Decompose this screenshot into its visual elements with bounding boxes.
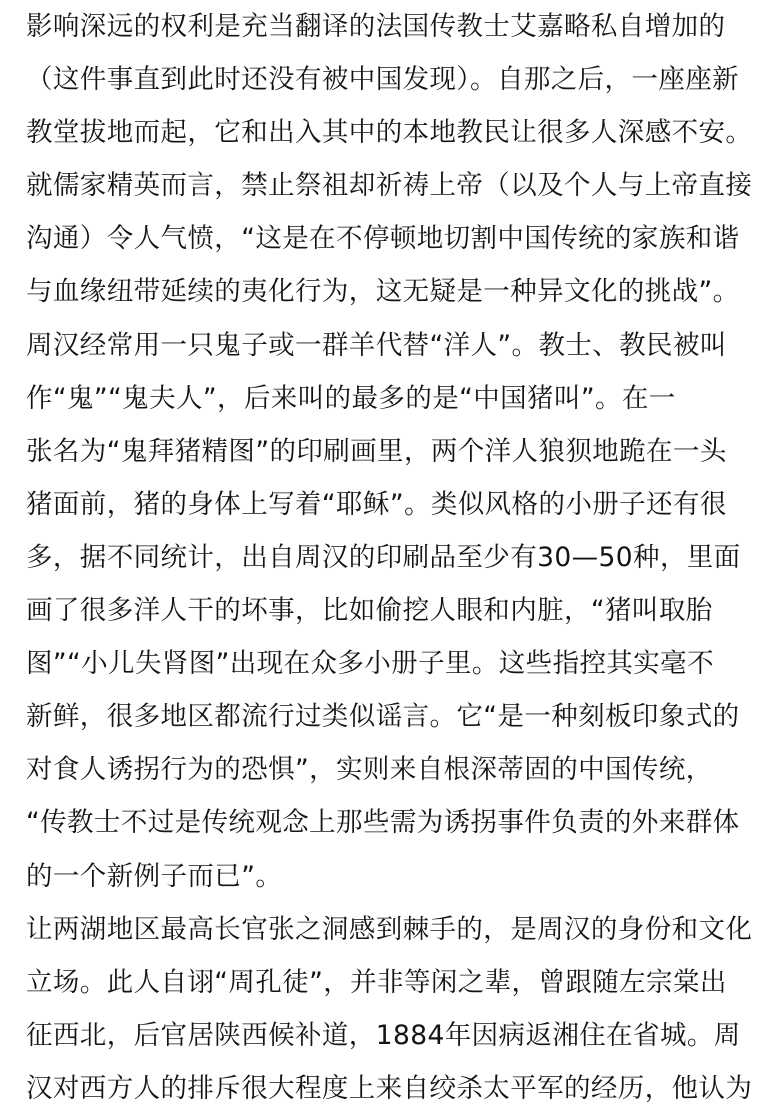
text-line-4: 就儒家精英而言，禁止祭祖却祈祷上帝（以及个人与上帝直接 (26, 170, 753, 202)
text-line-8: 作“鬼”“鬼夫人”，后来叫的最多的是“中国猪叫”。在一 (26, 382, 676, 414)
text-line-5: 沟通）令人气愤，“这是在不停顿地切割中国传统的家族和谐 (26, 223, 740, 255)
text-line-18: 让两湖地区最高长官张之洞感到棘手的，是周汉的身份和文化 (26, 913, 753, 945)
text-line-16: “传教士不过是传统观念上那些需为诱拐事件负责的外来群体 (26, 807, 740, 839)
text-line-6: 与血缘纽带延续的夷化行为，这无疑是一种异文化的挑战”。 (26, 276, 740, 308)
text-line-15: 对食人诱拐行为的恐惧”，实则来自根深蒂固的中国传统， (26, 754, 713, 786)
body-text (26, 4, 761, 1119)
text-line-14: 新鲜，很多地区都流行过类似谣言。它“是一种刻板印象式的 (26, 701, 740, 733)
text-line-20: 征西北，后官居陕西候补道，1884年因病返湘住在省城。周 (26, 1019, 741, 1051)
text-line-17: 的一个新例子而已”。 (26, 860, 283, 892)
text-line-3: 教堂拔地而起，它和出入其中的本地教民让很多人深感不安。 (26, 117, 753, 149)
text-line-1: 影响深远的权利是充当翻译的法国传教士艾嘉略私自增加的 (26, 11, 726, 42)
text-line-11: 多，据不同统计，出自周汉的印刷品至少有30—50种，里面 (26, 541, 741, 573)
text-line-2: （这件事直到此时还没有被中国发现）。自那之后，一座座新 (26, 64, 740, 96)
text-line-13: 图”“小儿失肾图”出现在众多小册子里。这些指控其实毫不 (26, 648, 714, 680)
text-line-9: 张名为“鬼拜猪精图”的印刷画里，两个洋人狼狈地跪在一头 (26, 435, 727, 467)
text-line-19: 立场。此人自诩“周孔徒”，并非等闲之辈，曾跟随左宗棠出 (26, 966, 727, 998)
text-line-10: 猪面前，猪的身体上写着“耶稣”。类似风格的小册子还有很 (26, 488, 727, 520)
text-line-7: 周汉经常用一只鬼子或一群羊代替“洋人”。教士、教民被叫 (26, 329, 727, 361)
text-line-21: 汉对西方人的排斥很大程度上来自绞杀太平军的经历，他认为 (26, 1072, 753, 1104)
text-line-12: 画了很多洋人干的坏事，比如偷挖人眼和内脏，“猪叫取胎 (26, 595, 713, 627)
